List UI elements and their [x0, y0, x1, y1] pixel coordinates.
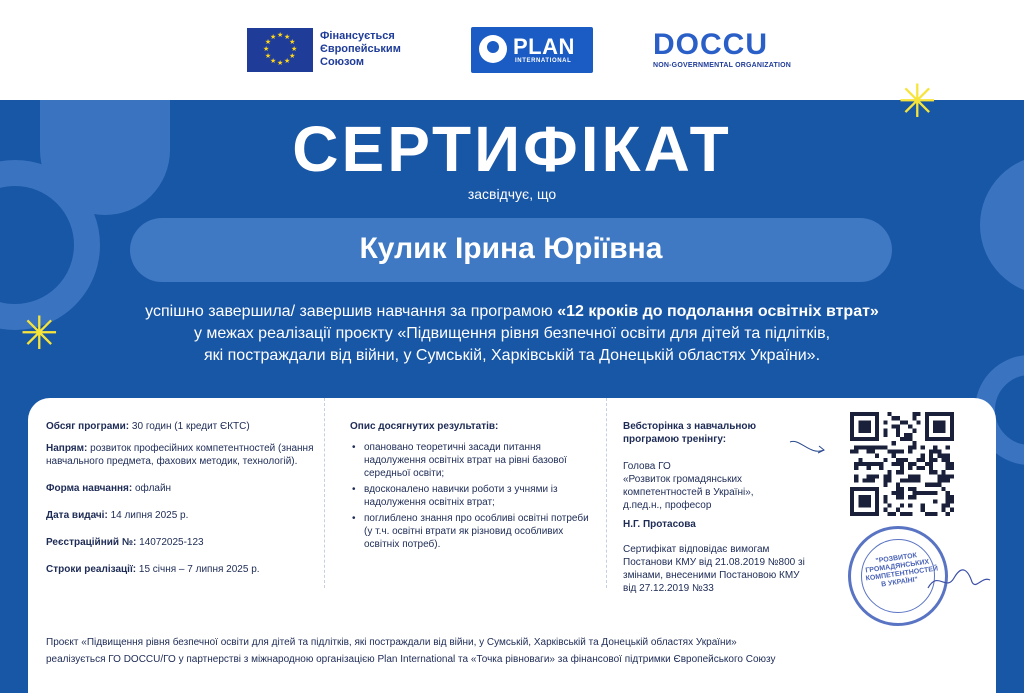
head-org: «Розвиток громадянських компетентностей в Україні»,	[623, 474, 754, 498]
eu-star-icon: ★	[284, 58, 291, 66]
results-heading: Опис досягнутих результатів:	[350, 421, 499, 432]
doccu-logo-sub: NON-GOVERNMENTAL ORGANIZATION	[653, 62, 792, 69]
list-item: • опановано теоретичні засади питання надолуження освітніх втрат на рівні базової середньої освіти;	[350, 441, 590, 480]
issue-date-label: Дата видачі:	[46, 510, 108, 521]
eu-text-line: Союзом	[320, 56, 364, 68]
plan-international-logo	[471, 27, 593, 73]
volume-label: Обсяг програми:	[46, 421, 130, 432]
desc-line	[60, 301, 964, 323]
direction-value: розвиток професійних компетентностей (знання навчального предмета, фахових методик, технологій).	[46, 443, 314, 467]
header	[0, 0, 1024, 100]
eu-star-icon: ★	[284, 33, 291, 41]
form-value: офлайн	[132, 483, 172, 494]
head-signature-block	[623, 460, 813, 531]
eu-star-icon: ★	[264, 53, 272, 60]
curved-arrow-icon	[788, 436, 828, 460]
head-degree: д.пед.н., професор	[623, 500, 712, 511]
terms-label: Строки реалізації:	[46, 564, 137, 575]
program-info-column	[46, 420, 316, 585]
desc-line: які постраждали від війни, у Сумській, Харківській та Донецькій областях України».	[203, 347, 821, 364]
list-item: • вдосконалено навички роботи з учнями із надолуження освітніх втрат;	[350, 483, 590, 509]
eu-star-icon: ★	[270, 58, 277, 66]
results-list	[350, 441, 590, 551]
program-name: «12 кроків до подолання освітніх втрат»	[557, 303, 879, 320]
terms-value: 15 січня – 7 липня 2025 р.	[136, 564, 260, 575]
eu-star-icon: ★	[263, 46, 270, 53]
asterisk-icon: ✳	[898, 75, 937, 127]
plan-circle-icon	[479, 35, 507, 63]
web-heading: Вебсторінка з навчальною програмою тренінгу:	[623, 421, 757, 445]
eu-star-icon: ★	[289, 53, 296, 60]
recipient-name-pill	[130, 218, 892, 282]
eu-text-line: Фінансується	[320, 30, 395, 42]
desc-line: у межах реалізації проєкту «Підвищення рівня безпечної освіти для дітей та підлітків,	[193, 325, 831, 342]
eu-star-icon: ★	[277, 32, 284, 39]
head-title: Голова ГО	[623, 461, 671, 472]
qr-code-icon[interactable]	[850, 412, 954, 516]
certificate-description	[60, 301, 964, 367]
list-item: • поглиблено знання про особливі освітні потреби (у т.ч. освітні втрати як різновид особливих освітніх потреб).	[350, 512, 590, 551]
eu-flag-icon	[247, 28, 313, 72]
plan-logo-word: PLAN	[513, 34, 575, 59]
certificate-title: СЕРТИФІКАТ	[292, 113, 732, 185]
volume-value: 30 годин (1 кредит ЄКТС)	[129, 421, 250, 432]
issue-date-value: 14 липня 2025 р.	[107, 510, 189, 521]
stamp-text: "РОЗВИТОК ГРОМАДЯНСЬКИХ КОМПЕТЕНТНОСТЕЙ В УКРАЇНІ"	[865, 552, 939, 589]
footer-note	[46, 634, 986, 668]
eu-funding-label	[320, 30, 401, 69]
eu-star-icon: ★	[289, 39, 296, 46]
plan-logo-sub: INTERNATIONAL	[515, 58, 572, 64]
divider	[606, 398, 607, 588]
eu-star-icon: ★	[277, 60, 284, 67]
signature-icon	[924, 566, 994, 596]
eu-star-icon: ★	[264, 39, 272, 46]
divider	[324, 398, 325, 588]
details-card	[28, 398, 996, 693]
head-name: Н.Г. Протасова	[623, 519, 696, 530]
results-column	[350, 420, 590, 554]
reg-number-label: Реєстраційний №:	[46, 537, 137, 548]
eu-text-line: Європейським	[320, 43, 401, 55]
recipient-name: Кулик Ірина Юріївна	[359, 232, 663, 265]
desc-text: успішно завершила/ завершив навчання за програмою	[145, 303, 558, 320]
asterisk-icon: ✳	[20, 307, 59, 359]
doccu-logo-word: DOCCU	[653, 28, 768, 61]
direction-label: Напрям:	[46, 443, 88, 454]
certifies-text: засвідчує, що	[467, 186, 557, 202]
eu-star-icon: ★	[270, 33, 277, 41]
web-column	[623, 420, 813, 595]
footer-line: Проєкт «Підвищення рівня безпечної освіти для дітей та підлітків, які постраждали від війни, у Сумській, Харківській та Донецькій областях України»	[46, 637, 737, 648]
eu-star-icon: ★	[291, 46, 298, 53]
form-label: Форма навчання:	[46, 483, 133, 494]
compliance-text: Сертифікат відповідає вимогам Постанови КМУ від 21.08.2019 №800 зі змінами, внесеними Постановою КМУ від 27.12.2019 №33	[623, 544, 805, 594]
footer-line: реалізується ГО DOCCU/ГО у партнерстві з міжнародною організацією Plan International та «Точка рівноваги» за фінансової підтримки Європейського Союзу	[46, 654, 776, 665]
reg-number-value: 14072025-123	[136, 537, 204, 548]
